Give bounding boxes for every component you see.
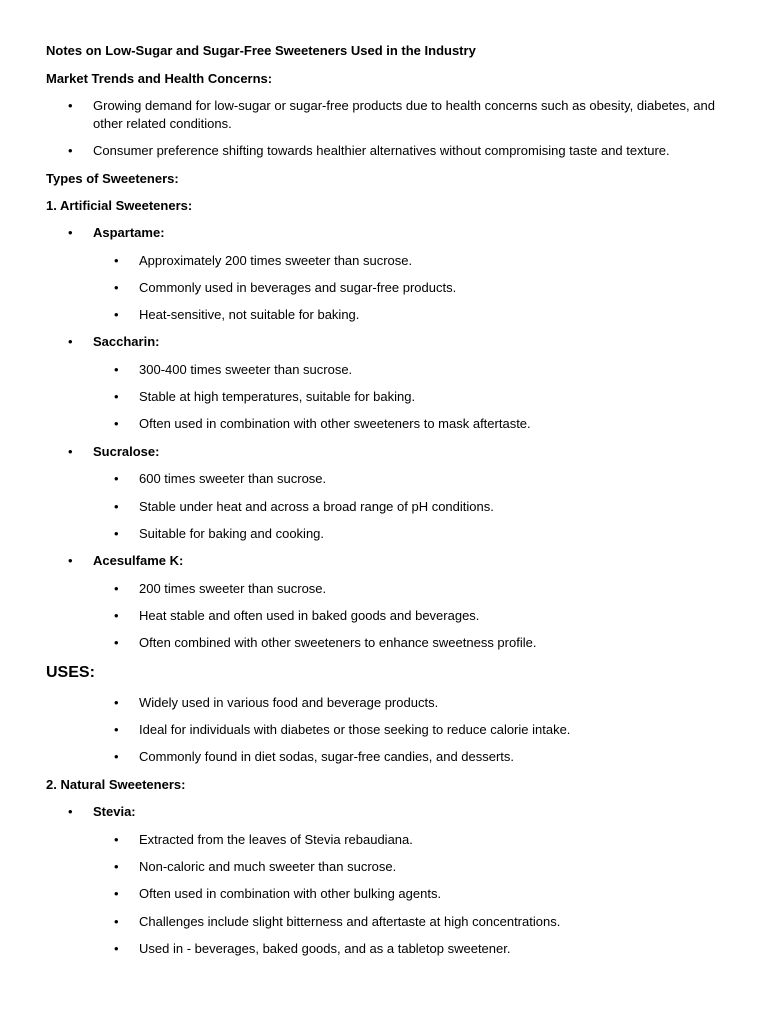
bullet-icon: • [114,914,119,929]
bullet-icon: • [68,444,73,459]
list-item [46,580,726,598]
sweetener-name: Acesulfame K: [93,553,184,568]
bullet-icon: • [114,608,119,623]
bullet-icon: • [68,225,73,240]
list-item-text: Growing demand for low-sugar or sugar-free products due to health concerns such as obesity, diabetes, and other related conditions. [93,98,715,131]
list-item-text: Heat stable and often used in baked goods and beverages. [139,608,480,623]
artificial-heading: 1. Artificial Sweeteners: [46,198,193,213]
list-item-text: Consumer preference shifting towards healthier alternatives without compromising taste and texture. [93,143,670,158]
list-item-text: Extracted from the leaves of Stevia rebaudiana. [139,832,413,847]
list-item-text: 300-400 times sweeter than sucrose. [139,362,353,377]
uses-heading: USES: [46,664,95,681]
bullet-icon: • [114,859,119,874]
list-item [46,885,726,903]
bullet-icon: • [114,941,119,956]
list-item-text: Used in - beverages, baked goods, and as a tabletop sweetener. [139,941,511,956]
list-item-text: Non-caloric and much sweeter than sucrose. [139,859,397,874]
bullet-icon: • [114,695,119,710]
list-item [46,388,726,406]
sweetener-name: Sucralose: [93,444,160,459]
list-item-text: Widely used in various food and beverage products. [139,695,439,710]
bullet-icon: • [114,389,119,404]
sweetener-item-stevia [46,803,726,821]
sweetener-item-saccharin [46,333,726,351]
bullet-icon: • [114,722,119,737]
list-item [46,279,726,297]
document-title: Notes on Low-Sugar and Sugar-Free Sweeteners Used in the Industry [46,43,476,58]
list-item [46,634,726,652]
bullet-icon: • [114,526,119,541]
list-item [46,306,726,324]
sweetener-name: Aspartame: [93,225,165,240]
list-item [46,694,726,712]
list-item-text: Approximately 200 times sweeter than sucrose. [139,253,413,268]
list-item [46,415,726,433]
bullet-icon: • [114,635,119,650]
list-item-text: 600 times sweeter than sucrose. [139,471,327,486]
bullet-icon: • [114,253,119,268]
sweetener-name: Saccharin: [93,334,160,349]
list-item [46,252,726,270]
list-item [46,607,726,625]
bullet-icon: • [114,832,119,847]
bullet-icon: • [114,749,119,764]
list-item-text: Commonly found in diet sodas, sugar-free candies, and desserts. [139,749,515,764]
list-item-text: Stable at high temperatures, suitable for baking. [139,389,416,404]
bullet-icon: • [68,334,73,349]
list-item-text: Often used in combination with other bulking agents. [139,886,442,901]
bullet-icon: • [114,471,119,486]
list-item [46,913,726,931]
list-item [46,142,726,160]
list-item-text: Commonly used in beverages and sugar-free products. [139,280,457,295]
sweetener-name: Stevia: [93,804,136,819]
sweetener-item-aspartame [46,224,726,242]
list-item-text: Heat-sensitive, not suitable for baking. [139,307,360,322]
list-item-text: 200 times sweeter than sucrose. [139,581,327,596]
bullet-icon: • [114,581,119,596]
bullet-icon: • [114,280,119,295]
list-item [46,361,726,379]
bullet-icon: • [68,143,73,158]
list-item [46,721,726,739]
list-item-text: Challenges include slight bitterness and aftertaste at high concentrations. [139,914,561,929]
types-heading: Types of Sweeteners: [46,171,179,186]
bullet-icon: • [114,362,119,377]
list-item [46,831,726,849]
bullet-icon: • [68,98,73,113]
natural-heading: 2. Natural Sweeteners: [46,777,186,792]
list-item [46,470,726,488]
bullet-icon: • [114,886,119,901]
list-item-text: Often combined with other sweeteners to enhance sweetness profile. [139,635,537,650]
bullet-icon: • [68,804,73,819]
market-heading: Market Trends and Health Concerns: [46,71,273,86]
bullet-icon: • [114,307,119,322]
list-item-text: Stable under heat and across a broad range of pH conditions. [139,499,494,514]
sweetener-item-acesulfame-k [46,552,726,570]
list-item-text: Suitable for baking and cooking. [139,526,325,541]
list-item [46,498,726,516]
list-item-text: Ideal for individuals with diabetes or those seeking to reduce calorie intake. [139,722,571,737]
bullet-icon: • [114,416,119,431]
list-item [46,525,726,543]
bullet-icon: • [68,553,73,568]
list-item-text: Often used in combination with other sweeteners to mask aftertaste. [139,416,531,431]
list-item [46,940,726,958]
list-item [46,748,726,766]
list-item [46,858,726,876]
list-item [46,97,726,133]
sweetener-item-sucralose [46,443,726,461]
bullet-icon: • [114,499,119,514]
